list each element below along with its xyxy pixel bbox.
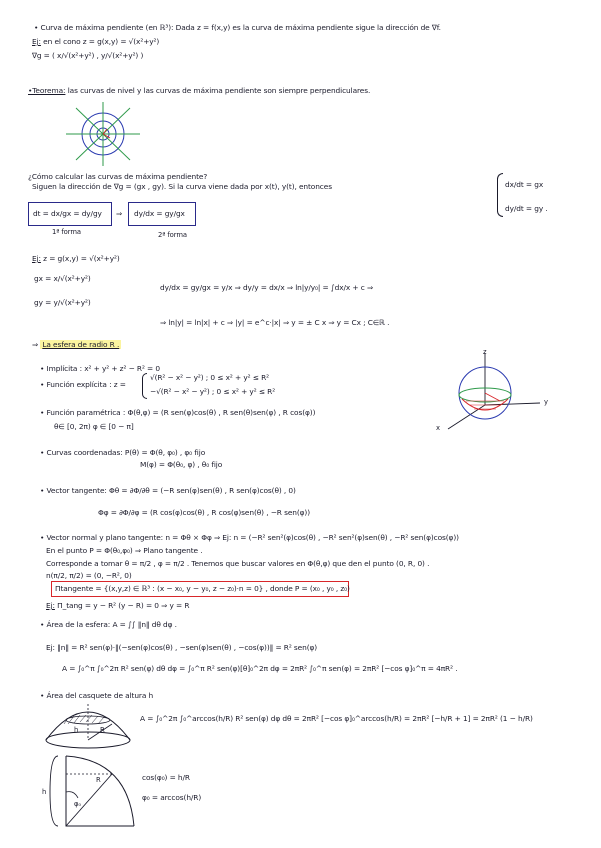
coordinate-curves-2: M(φ) = Φ(θ₀, φ) , θ₀ fijo	[140, 460, 223, 469]
explicit-brace	[142, 373, 147, 399]
normal-vector: • Vector normal y plano tangente: n = Φθ × Φφ ⇒ Ej: n = (−R² sen²(φ)cos(θ) , −R² sen²(φ)sen(θ) , −R² sen(φ)cos(φ))	[40, 533, 459, 542]
first-form-label: 1ª forma	[52, 228, 81, 236]
cap-figure	[38, 694, 138, 752]
explicit-form-label: • Función explícita : z =	[40, 380, 126, 389]
phi-equation: φ₀ = arccos(h/R)	[142, 793, 202, 802]
axis-z-label: z	[483, 348, 487, 356]
tangent-plane-formula: Πtangente = {(x,y,z) ∈ ℝ³ : (x − x₀, y − y₀, z − z₀)·n = 0} , donde P = (x₀ , y₀ , z₀)	[55, 584, 350, 593]
parametric-domain: θ∈ [0, 2π) φ ∈ [0 − π]	[54, 422, 134, 431]
ode-line-1: dy/dx = gy/gx = y/x ⇒ dy/y = dx/x ⇒ ln|y/y₀| = ∫dx/x + c ⇒	[160, 283, 374, 292]
coordinate-curves: • Curvas coordenadas: P(θ) = Φ(θ, φ₀) , φ₀ fijo	[40, 448, 206, 457]
example-1	[32, 37, 159, 46]
cap-h-label: h	[74, 726, 79, 734]
gy-formula: gy = y/√(x²+y²)	[34, 298, 91, 307]
normal-value: n(π/2, π/2) = (0, −R², 0)	[46, 571, 132, 580]
theorem-label: •Teorema:	[28, 86, 66, 95]
arrow-icon: ⇒	[32, 340, 39, 349]
cap-area-heading: • Área del casquete de altura h	[40, 691, 154, 700]
level-curves-figure	[58, 100, 148, 168]
axis-x-label: x	[436, 424, 440, 432]
max-slope-definition: • Curva de máxima pendiente (en ℝ³): Dada z = f(x,y) es la curva de máxima pendiente sigue la dirección de ∇f.	[34, 23, 441, 32]
example-2	[32, 254, 120, 263]
tangent-vector-phi: Φφ = ∂Φ/∂φ = (R cos(φ)cos(θ) , R cos(φ)sen(θ) , −R sen(φ))	[98, 508, 310, 517]
example-2-text: z = g(x,y) = √(x²+y²)	[43, 254, 120, 263]
tangent-vector-theta: • Vector tangente: Φθ = ∂Φ/∂θ = (−R sen(φ)sen(θ) , R sen(φ)cos(θ) , 0)	[40, 486, 296, 495]
example-2-label: Ej:	[32, 254, 41, 263]
ode-line-2: ⇒ ln|y| = ln|x| + c ⇒ |y| = e^c·|x| ⇒ y = ± C x ⇒ y = Cx ; C∈ℝ .	[160, 318, 390, 327]
normal-norm: Ej: ‖n‖ = R² sen(φ)·‖(−sen(φ)cos(θ) , −sen(φ)sen(θ) , −cos(φ))‖ = R² sen(φ)	[46, 643, 318, 652]
implicit-form: • Implícita : x² + y² + z² − R² = 0	[40, 364, 160, 373]
cos-equation: cos(φ₀) = h/R	[142, 773, 190, 782]
example-3-label: Ej:	[46, 601, 55, 610]
explicit-top: √(R² − x² − y²) ; 0 ≤ x² + y² ≤ R²	[150, 373, 269, 382]
explicit-bottom: −√(R² − x² − y²) ; 0 ≤ x² + y² ≤ R²	[150, 387, 276, 396]
implies-arrow: ⇒	[116, 209, 123, 218]
sphere-area: • Área de la esfera: A = ∫∫ ‖n‖ dθ dφ .	[40, 620, 177, 629]
sphere-area-result: A = ∫₀^π ∫₀^2π R² sen(φ) dθ dφ = ∫₀^π R² sen(φ)[θ]₀^2π dφ = 2πR² ∫₀^π sen(φ) = 2πR² [−cos φ]₀^π = 4πR² .	[62, 664, 458, 673]
theorem-text: las curvas de nivel y las curvas de máxima pendiente son siempre perpendiculares.	[67, 86, 371, 95]
first-form-formula: dt = dx/gx = dy/gy	[33, 209, 102, 218]
quarter-phi-label: φ₀	[74, 800, 82, 808]
example-label: Ej:	[32, 37, 41, 46]
system-eq-1: dx/dt = gx	[505, 180, 544, 189]
normal-choice: Corresponde a tomar θ = π/2 , φ = π/2 . Tenemos que buscar valores en Φ(θ,φ) que den el punto (0, R, 0) .	[46, 559, 430, 568]
cap-area-formula: A = ∫₀^2π ∫₀^arccos(h/R) R² sen(φ) dφ dθ = 2πR² [−cos φ]₀^arccos(h/R) = 2πR² [−h/R + 1] = 2πR² (1 − h/R)	[140, 714, 533, 723]
gx-formula: gx = x/√(x²+y²)	[34, 274, 91, 283]
quarter-circle-figure	[36, 752, 140, 830]
axis-y-label: y	[544, 398, 548, 406]
normal-point: En el punto P = Φ(θ₀,φ₀) ⇒ Plano tangente .	[46, 546, 203, 555]
sphere-heading	[32, 340, 121, 349]
second-form-label: 2ª forma	[158, 231, 187, 239]
example-text: en el cono z = g(x,y) = √(x²+y²)	[43, 37, 160, 46]
gradient-formula: ∇g = ( x/√(x²+y²) , y/√(x²+y²) )	[32, 51, 144, 60]
system-brace	[497, 173, 503, 217]
sphere-figure	[440, 345, 550, 435]
quarter-h-label: h	[42, 788, 47, 796]
question: ¿Cómo calcular las curvas de máxima pendiente?	[28, 172, 208, 181]
example-3-text: Π_tang = y − R² (y − R) = 0 ⇒ y = R	[57, 601, 190, 610]
direction-line: Siguen la dirección de ∇g = (gx , gy). Si la curva viene dada por x(t), y(t), entonces	[32, 182, 332, 191]
theorem	[28, 86, 370, 95]
cap-R-label: R	[100, 726, 105, 734]
system-eq-2: dy/dt = gy .	[505, 204, 548, 213]
quarter-R-label: R	[96, 776, 101, 784]
parametric-form: • Función paramétrica : Φ(θ,φ) = (R sen(φ)cos(θ) , R sen(θ)sen(φ) , R cos(φ))	[40, 408, 316, 417]
sphere-title: La esfera de radio R .	[42, 340, 120, 349]
example-3	[46, 601, 189, 610]
second-form-formula: dy/dx = gy/gx	[134, 209, 185, 218]
